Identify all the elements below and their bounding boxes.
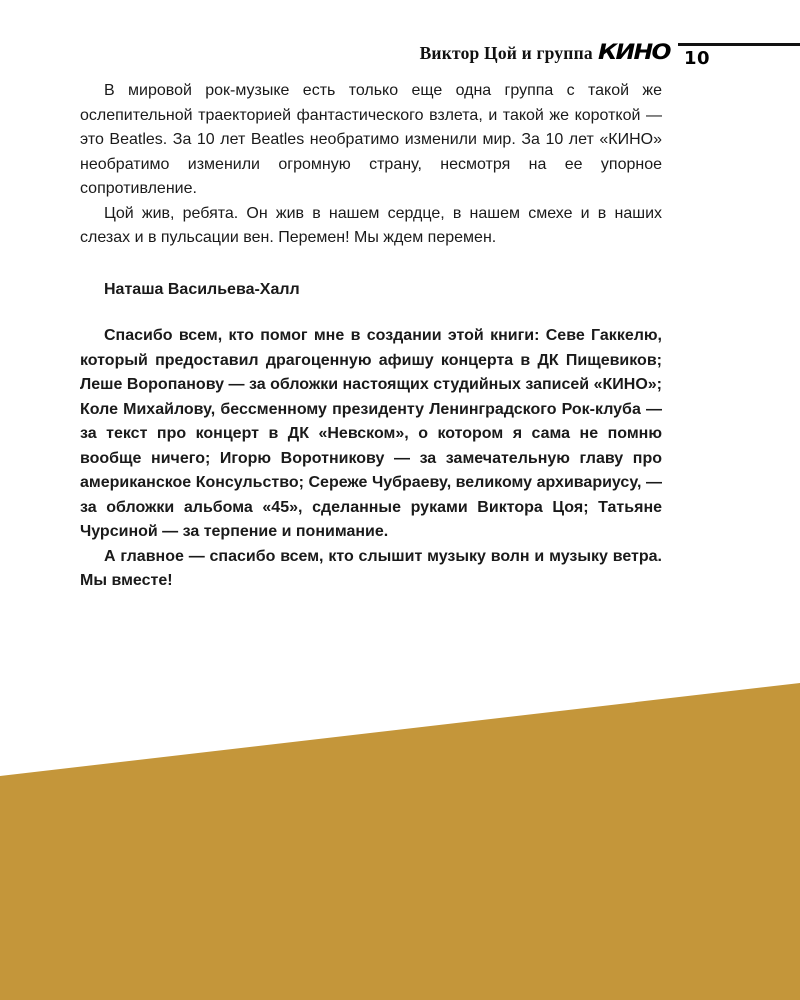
acknowledgments: [80, 324, 662, 594]
body-paragraph: Цой жив, ребята. Он жив в нашем сердце, в нашем смехе и в наших слезах и в пульсации вен. Перемен! Мы ждем перемен.: [80, 204, 662, 246]
body-paragraph: В мировой рок-музыке есть только еще одна группа с такой же ослепительной траекторией фантастического взлета, и такой же короткой — это Beatles. За 10 лет Beatles необратимо изменили мир. За 10 лет «КИНО» необратимо изменили огромную страну, несмотря на ее упорное сопротивление.: [80, 82, 662, 197]
page-number: 10: [684, 48, 711, 69]
running-head: [419, 40, 670, 66]
author-signature: Наташа Васильева-Халл: [104, 281, 300, 298]
gold-band-shape: [0, 683, 800, 1000]
band-logo: КИНО: [597, 40, 670, 64]
header-rule: [678, 43, 800, 46]
acknowledgments-paragraph: Спасибо всем, кто помог мне в создании этой книги: Севе Гаккелю, который предоставил драгоценную афишу концерта в ДК Пищевиков; Леше Воропанову — за обложки настоящих студийных записей «КИНО»; Коле Михайлову, бессменному президенту Ленинградского Рок-клуба — за текст про концерт в ДК «Невском», о котором я сама не помню вообще ничего; Игорю Воротникову — за замечательную главу про американское Консульство; Сереже Чубраеву, великому архивариусу, — за обложки альбома «45», сделанные руками Виктора Цоя; Татьяне Чурсиной — за терпение и понимание.: [80, 327, 662, 540]
body-text: [80, 79, 662, 251]
acknowledgments-paragraph: А главное — спасибо всем, кто слышит музыку волн и музыку ветра. Мы вместе!: [80, 547, 662, 589]
running-head-title: Виктор Цой и группа: [419, 43, 593, 63]
